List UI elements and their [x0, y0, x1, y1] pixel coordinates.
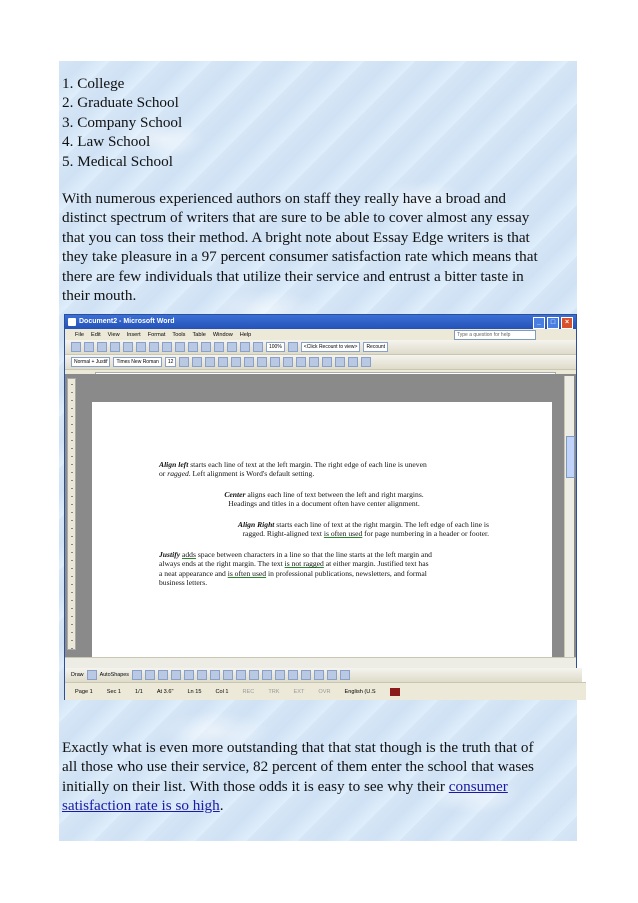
drawing-toolbar: [65, 668, 582, 682]
fill-color-icon[interactable]: [249, 670, 259, 680]
document-area: [65, 374, 576, 668]
draw-menu[interactable]: Draw: [71, 672, 84, 678]
paragraph-line: [62, 777, 574, 796]
list-item: 1. College: [62, 75, 125, 92]
align-left-text: starts each line of text at the left margin. The right edge of each line is uneven: [188, 460, 427, 469]
paragraph-line: that you can toss their method. A bright note about Essay Edge writers is that: [62, 228, 530, 246]
menu-tools[interactable]: Tools: [172, 331, 186, 338]
align-right-icon[interactable]: [244, 357, 254, 367]
align-left-text: or: [159, 469, 168, 479]
align-left-icon[interactable]: [218, 357, 228, 367]
preview-icon[interactable]: [123, 342, 133, 352]
paragraph-line: [62, 796, 574, 815]
paragraph-writers: [62, 189, 574, 305]
paste-icon[interactable]: [175, 342, 185, 352]
grammar-flag: is often used: [227, 568, 267, 578]
new-icon[interactable]: [71, 342, 81, 352]
align-right-text: ragged. Right-aligned text: [242, 529, 324, 539]
spelling-status-icon[interactable]: [390, 688, 400, 696]
save-icon[interactable]: [97, 342, 107, 352]
grammar-flag: is often used: [323, 529, 363, 539]
menu-insert[interactable]: Insert: [126, 331, 141, 338]
word-titlebar: [65, 315, 576, 329]
justify-text: always ends at the right margin. The text: [159, 559, 285, 569]
justify-paragraph: [159, 550, 489, 588]
align-left-heading: Align left: [159, 460, 189, 469]
closing-paragraph: [62, 738, 574, 816]
dash-style-icon[interactable]: [301, 670, 311, 680]
rectangle-icon[interactable]: [158, 670, 168, 680]
align-left-text: . Left alignment is Word's default setting.: [188, 469, 315, 479]
word-title: Document2 - Microsoft Word: [79, 318, 175, 325]
close-icon[interactable]: ×: [561, 317, 573, 329]
print-icon[interactable]: [110, 342, 120, 352]
redo-icon[interactable]: [201, 342, 211, 352]
align-center-icon[interactable]: [231, 357, 241, 367]
justify-text: at either margin. Justified text has: [323, 559, 429, 569]
paragraph-line: they take pleasure in a 97 percent consumer satisfaction rate which means that: [62, 248, 538, 266]
table-icon[interactable]: [214, 342, 224, 352]
minimize-icon[interactable]: _: [533, 317, 545, 329]
underline-icon[interactable]: [205, 357, 215, 367]
numbering-icon[interactable]: [283, 357, 293, 367]
justify-text: space between characters in a line so that the line starts at the left margin and: [195, 550, 432, 559]
grammar-flag: is not ragged: [284, 559, 324, 569]
paragraph-line: distinct spectrum of writers that are sure to be able to cover almost any essay: [62, 209, 530, 227]
bold-icon[interactable]: [179, 357, 189, 367]
word-screenshot: [64, 314, 577, 700]
justify-icon[interactable]: [257, 357, 267, 367]
menu-window[interactable]: Window: [212, 331, 233, 338]
vertical-scrollbar[interactable]: [564, 376, 574, 662]
justify-text: a neat appearance and: [159, 568, 228, 578]
status-rec[interactable]: REC: [242, 688, 255, 695]
spelling-icon[interactable]: [136, 342, 146, 352]
recount-button[interactable]: Recount: [363, 342, 388, 352]
maximize-icon[interactable]: □: [547, 317, 559, 329]
list-item: 5. Medical School: [62, 152, 173, 170]
paragraph-line: their mouth.: [62, 287, 137, 305]
wordart-icon[interactable]: [197, 670, 207, 680]
zoom-select[interactable]: 100%: [266, 342, 285, 352]
paragraph-line: there are few individuals that utilize their service and entrust a bitter taste in: [62, 267, 524, 285]
3d-icon[interactable]: [340, 670, 350, 680]
menu-table[interactable]: Table: [192, 331, 206, 338]
shadow-icon[interactable]: [327, 670, 337, 680]
justify-heading: Justify: [159, 550, 181, 559]
align-right-heading: Align Right: [237, 520, 275, 529]
menu-view[interactable]: View: [107, 331, 120, 338]
decrease-indent-icon[interactable]: [309, 357, 319, 367]
status-column: Col 1: [215, 688, 229, 695]
status-language: English (U.S: [344, 688, 376, 695]
select-arrow-icon[interactable]: [87, 670, 97, 680]
list-item: 3. Company School: [62, 113, 183, 131]
center-heading: Center: [224, 490, 246, 499]
satisfaction-link[interactable]: consumer: [448, 777, 508, 795]
paragraph-text: .: [219, 797, 224, 815]
line-icon[interactable]: [132, 670, 142, 680]
line-style-icon[interactable]: [288, 670, 298, 680]
style-select[interactable]: Normal + Justif: [71, 357, 110, 367]
status-ext[interactable]: EXT: [293, 688, 305, 695]
status-bar: [65, 682, 586, 700]
menu-edit[interactable]: Edit: [91, 331, 101, 338]
status-page: Page 1: [75, 688, 93, 695]
scroll-thumb[interactable]: [566, 436, 575, 478]
paragraph-mark-icon[interactable]: [253, 342, 263, 352]
paragraph-line: With numerous experienced authors on staff they really have a broad and: [62, 190, 507, 208]
font-color-icon[interactable]: [361, 357, 371, 367]
line-color-icon[interactable]: [262, 670, 272, 680]
center-text: aligns each line of text between the left and right margins.: [245, 490, 424, 499]
standard-toolbar: [65, 340, 576, 355]
drawing-icon[interactable]: [240, 342, 250, 352]
picture-icon[interactable]: [236, 670, 246, 680]
help-icon[interactable]: [288, 342, 298, 352]
help-search-input[interactable]: Type a question for help: [454, 330, 536, 340]
highlight-icon[interactable]: [348, 357, 358, 367]
textbox-icon[interactable]: [184, 670, 194, 680]
status-trk[interactable]: TRK: [268, 688, 280, 695]
paragraph-line: all those who use their service, 82 percent of them enter the school that wases: [62, 758, 534, 776]
font-size-select[interactable]: 12: [165, 357, 177, 367]
paragraph-line: Exactly what is even more outstanding that that stat though is the truth that of: [62, 739, 534, 756]
ragged-word: ragged: [167, 469, 189, 479]
columns-icon[interactable]: [227, 342, 237, 352]
center-text: Headings and titles in a document often have center alignment.: [228, 499, 420, 509]
list-item: 2. Graduate School: [62, 94, 179, 112]
center-paragraph: [159, 490, 489, 509]
menu-help[interactable]: Help: [239, 331, 252, 338]
line-spacing-icon[interactable]: [270, 357, 280, 367]
open-icon[interactable]: [84, 342, 94, 352]
autoshapes-menu[interactable]: AutoShapes: [99, 672, 129, 678]
clipart-icon[interactable]: [223, 670, 233, 680]
undo-icon[interactable]: [188, 342, 198, 352]
draw-font-color-icon[interactable]: [275, 670, 285, 680]
school-list: [62, 74, 574, 171]
status-pages: 1/1: [135, 688, 143, 695]
grammar-flag: adds: [182, 550, 196, 559]
menu-format[interactable]: Format: [147, 331, 166, 338]
diagram-icon[interactable]: [210, 670, 220, 680]
list-item: 4. Law School: [62, 133, 151, 151]
paragraph-text: initially on their list. With those odds it is easy to see why their: [62, 777, 449, 795]
paragraph-odds: [62, 738, 574, 816]
justify-text: business letters.: [159, 578, 208, 588]
status-line: Ln 15: [187, 688, 202, 695]
status-section: Sec 1: [106, 688, 122, 695]
increase-indent-icon[interactable]: [322, 357, 332, 367]
justify-text: in professional publications, newsletters, and formal: [266, 568, 427, 578]
italic-icon[interactable]: [192, 357, 202, 367]
bullets-icon[interactable]: [296, 357, 306, 367]
oval-icon[interactable]: [171, 670, 181, 680]
word-menubar: [65, 329, 576, 340]
arrow-style-icon[interactable]: [314, 670, 324, 680]
horizontal-scrollbar[interactable]: [65, 657, 576, 668]
word-count-field: <Click Recount to view>: [301, 342, 361, 352]
align-left-paragraph: [159, 460, 489, 479]
cut-icon[interactable]: [149, 342, 159, 352]
satisfaction-link[interactable]: satisfaction rate is so high: [62, 797, 220, 815]
border-icon[interactable]: [335, 357, 345, 367]
align-right-paragraph: [159, 520, 489, 539]
document-body: [62, 74, 574, 305]
status-at: At 3.6": [156, 688, 174, 695]
formatting-toolbar: [65, 355, 576, 370]
status-ovr[interactable]: OVR: [318, 688, 331, 695]
font-select[interactable]: Times New Roman: [113, 357, 161, 367]
word-app-icon: [68, 318, 76, 326]
arrow-icon[interactable]: [145, 670, 155, 680]
vertical-ruler: [67, 378, 76, 650]
window-controls: [533, 317, 573, 329]
menu-file[interactable]: File: [75, 331, 85, 338]
copy-icon[interactable]: [162, 342, 172, 352]
align-right-text: starts each line of text at the right margin. The left edge of each line is: [274, 520, 489, 529]
align-right-text: for page numbering in a header or footer.: [362, 529, 489, 539]
document-page[interactable]: [92, 402, 552, 664]
